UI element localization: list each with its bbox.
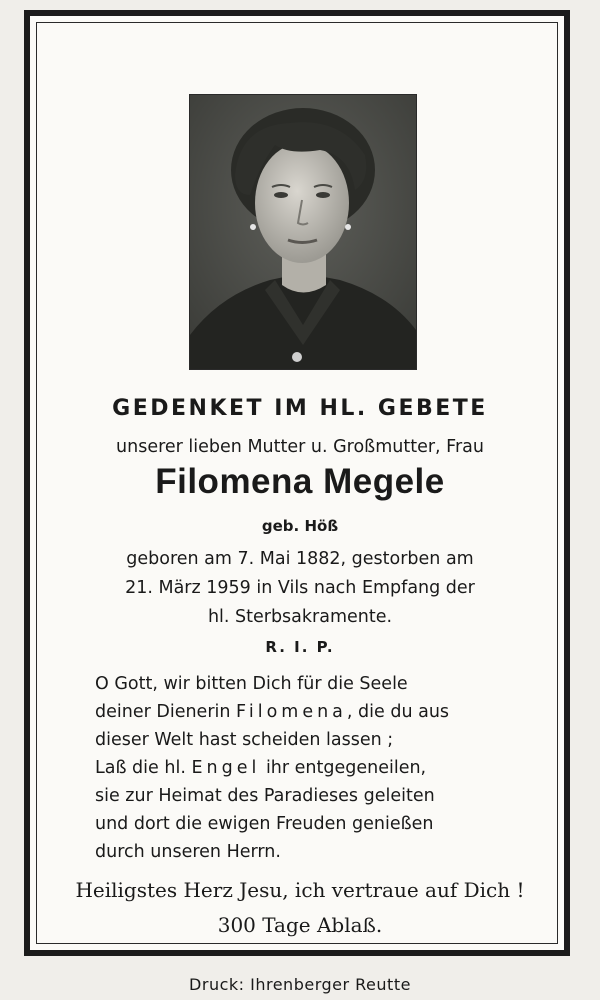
prayer-line bbox=[95, 698, 535, 726]
prayer-text bbox=[95, 670, 535, 866]
life-dates bbox=[40, 545, 560, 632]
prayer-line bbox=[95, 754, 535, 782]
prayer-line: sie zur Heimat des Paradieses geleiten bbox=[95, 786, 435, 806]
prayer-word-spaced: Engel bbox=[191, 758, 261, 778]
prayer-fragment: deiner Dienerin bbox=[95, 702, 231, 722]
portrait-photo bbox=[189, 94, 417, 370]
indulgence-note: 300 Tage Ablaß. bbox=[217, 913, 383, 937]
prayer-line: und dort die ewigen Freuden genießen bbox=[95, 814, 434, 834]
dates-line: hl. Sterbsakramente. bbox=[207, 607, 393, 627]
card-heading: GEDENKET IM HL. GEBETE bbox=[112, 396, 488, 421]
prayer-line: durch unseren Herrn. bbox=[95, 842, 281, 862]
deceased-name: Filomena Megele bbox=[155, 462, 445, 501]
sacred-heart-motto: Heiligstes Herz Jesu, ich vertraue auf Dich ! bbox=[75, 878, 525, 902]
prayer-line: dieser Welt hast scheiden lassen ; bbox=[95, 730, 394, 750]
prayer-fragment: Laß die hl. bbox=[95, 758, 186, 778]
prayer-line: O Gott, wir bitten Dich für die Seele bbox=[95, 674, 408, 694]
rip-text: R. I. P. bbox=[265, 638, 335, 656]
intro-line: unserer lieben Mutter u. Großmutter, Frau bbox=[116, 437, 484, 457]
birth-name: geb. Höß bbox=[261, 517, 339, 535]
prayer-name-spaced: Filomena bbox=[236, 702, 347, 722]
prayer-fragment: ihr entgegeneilen, bbox=[265, 758, 427, 778]
dates-line: geboren am 7. Mai 1882, gestorben am bbox=[126, 549, 474, 569]
prayer-fragment: , die du aus bbox=[346, 702, 450, 722]
dates-line: 21. März 1959 in Vils nach Empfang der bbox=[125, 578, 475, 598]
printer-credit: Druck: Ihrenberger Reutte bbox=[189, 975, 411, 994]
